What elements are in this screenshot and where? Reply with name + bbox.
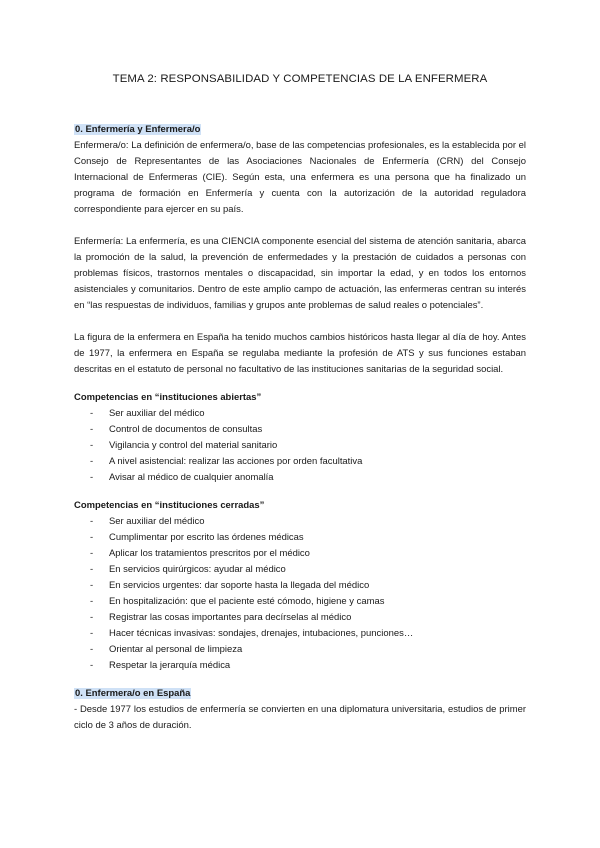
dash-bullet: - xyxy=(90,564,94,575)
list-item xyxy=(74,562,526,578)
list-item-text: Hacer técnicas invasivas: sondajes, drenajes, intubaciones, punciones… xyxy=(109,628,414,639)
dash-bullet: - xyxy=(90,408,94,419)
list-item-text: Aplicar los tratamientos prescritos por el médico xyxy=(109,548,310,559)
dash-bullet: - xyxy=(90,596,94,607)
spacer xyxy=(74,218,526,234)
list-item-text: Respetar la jerarquía médica xyxy=(109,660,231,671)
dash-bullet: - xyxy=(90,628,94,639)
list-item-text: Cumplimentar por escrito las órdenes médicas xyxy=(109,532,304,543)
list-item-text: Avisar al médico de cualquier anomalía xyxy=(109,472,274,483)
list-item xyxy=(74,422,526,438)
list-item xyxy=(74,454,526,470)
list-item-text: Registrar las cosas importantes para decírselas al médico xyxy=(109,612,352,623)
paragraph-diplomatura: - Desde 1977 los estudios de enfermería se convierten en una diplomatura universitaria, estudios de primer ciclo de 3 años de duración. xyxy=(74,704,526,731)
highlighted-heading-text: 0. Enfermera/o en España xyxy=(75,688,191,699)
dash-bullet: - xyxy=(90,580,94,591)
dash-bullet: - xyxy=(90,660,94,671)
dash-bullet: - xyxy=(90,644,94,655)
dash-bullet: - xyxy=(90,612,94,623)
dash-bullet: - xyxy=(90,532,94,543)
list-item xyxy=(74,578,526,594)
list-item xyxy=(74,438,526,454)
list-item xyxy=(74,594,526,610)
list-item xyxy=(74,610,526,626)
paragraph-definicion-enfermeria: Enfermería: La enfermería, es una CIENCIA componente esencial del sistema de atención sanitaria, abarca la promoción de la salud, la prevención de enfermedades y la prestación de cuidados a personas con problemas físicos, trastornos mentales o discapacidad, sin importar la edad, y en todos los entornos asistenciales y comunitarios. Dentro de este amplio campo de actuación, las enfermeras centran su interés en “las respuestas de individuos, familias y grupos ante problemas de salud reales o potenciales”. xyxy=(74,236,526,311)
list-item-text: En servicios urgentes: dar soporte hasta la llegada del médico xyxy=(109,580,370,591)
section-heading-espana xyxy=(74,686,526,702)
list-instituciones-abiertas xyxy=(74,406,526,486)
list-item xyxy=(74,406,526,422)
spacer xyxy=(74,486,526,498)
list-item-text: Orientar al personal de limpieza xyxy=(109,644,243,655)
list-item xyxy=(74,626,526,642)
heading-instituciones-abiertas: Competencias en “instituciones abiertas” xyxy=(74,392,262,403)
list-item-text: Ser auxiliar del médico xyxy=(109,408,205,419)
document-title: TEMA 2: RESPONSABILIDAD Y COMPETENCIAS DE LA ENFERMERA xyxy=(112,73,488,85)
dash-bullet: - xyxy=(90,456,94,467)
list-item-text: Vigilancia y control del material sanitario xyxy=(109,440,278,451)
dash-bullet: - xyxy=(90,424,94,435)
spacer xyxy=(74,314,526,330)
highlighted-heading-text: 0. Enfermería y Enfermera/o xyxy=(75,124,201,135)
list-item-text: A nivel asistencial: realizar las acciones por orden facultativa xyxy=(109,456,363,467)
spacer xyxy=(74,378,526,390)
document-body xyxy=(74,122,526,734)
list-item-text: Ser auxiliar del médico xyxy=(109,516,205,527)
dash-bullet: - xyxy=(90,440,94,451)
paragraph-definicion-enfermera: Enfermera/o: La definición de enfermera/o, base de las competencias profesionales, es la establecida por el Consejo de Representantes de las Asociaciones Nacionales de Enfermería (CRN) del Consejo Internacional de Enfermeras (CIE). Según esta, una enfermera es una persona que ha finalizado un programa de formación en Enfermería y cuenta con la autorización de la autoridad reguladora correspondiente para ejercer en su país. xyxy=(74,140,526,215)
list-item xyxy=(74,470,526,486)
dash-bullet: - xyxy=(90,472,94,483)
section-heading-enfermeria xyxy=(74,122,526,138)
list-item xyxy=(74,658,526,674)
list-instituciones-cerradas xyxy=(74,514,526,674)
list-item-text: En servicios quirúrgicos: ayudar al médico xyxy=(109,564,286,575)
paragraph-historia-espana: La figura de la enfermera en España ha tenido muchos cambios históricos hasta llegar al día de hoy. Antes de 1977, la enfermera en España se regulaba mediante la profesión de ATS y sus funciones estaban descritas en el estatuto de personal no facultativo de las instituciones sanitarias de la seguridad social. xyxy=(74,332,526,375)
dash-bullet: - xyxy=(90,516,94,527)
list-item-text: Control de documentos de consultas xyxy=(109,424,263,435)
dash-bullet: - xyxy=(90,548,94,559)
heading-instituciones-cerradas: Competencias en “instituciones cerradas” xyxy=(74,500,265,511)
list-item xyxy=(74,530,526,546)
list-item xyxy=(74,546,526,562)
list-item xyxy=(74,642,526,658)
spacer xyxy=(74,674,526,686)
list-item xyxy=(74,514,526,530)
list-item-text: En hospitalización: que el paciente esté cómodo, higiene y camas xyxy=(109,596,385,607)
